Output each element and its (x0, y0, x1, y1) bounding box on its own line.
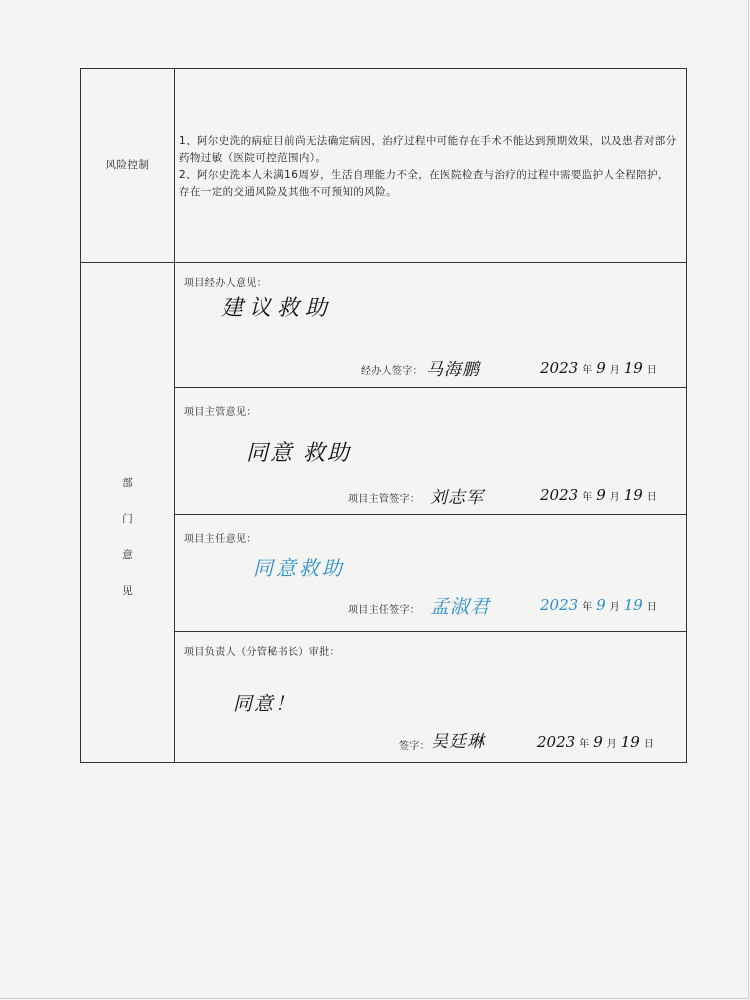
date-year: 2023 (540, 596, 579, 614)
handler-sign-label: 经办人签字： (361, 366, 423, 377)
leader-signature: 吴廷琳 (431, 732, 485, 752)
risk-control-text (179, 133, 679, 201)
date-year-unit: 年 (582, 365, 593, 376)
risk-control-label: 风险控制 (105, 159, 150, 171)
date-month: 9 (593, 733, 603, 751)
dept-label-char: 部 (122, 477, 133, 489)
supervisor-sign-label: 项目主管签字： (348, 494, 421, 505)
date-day-unit: 日 (646, 602, 657, 613)
risk-item-2: 2、阿尔史洗本人未满16周岁，生活自理能力不全，在医院检查与治疗的过程中需要监护人全程陪护，存在一定的交通风险及其他不可预知的风险。 (179, 169, 669, 198)
date-day: 19 (623, 596, 643, 614)
date-month-unit: 月 (606, 739, 617, 750)
leader-approval-handwriting: 同意！ (233, 693, 297, 715)
director-signature: 孟淑君 (430, 596, 491, 618)
date-year-unit: 年 (579, 739, 590, 750)
director-opinion-title: 项目主任意见： (184, 534, 257, 545)
date-day-unit: 日 (646, 492, 657, 503)
date-year: 2023 (540, 486, 579, 504)
handler-sign-date (536, 359, 657, 377)
leader-approval-title: 项目负责人（分管秘书长）审批： (184, 647, 340, 658)
row-divider-risk (81, 262, 686, 263)
supervisor-sign-date (536, 486, 657, 504)
director-sign-label: 项目主任签字： (348, 605, 421, 616)
handler-opinion-handwriting: 建议救助 (221, 296, 334, 321)
date-month: 9 (596, 359, 606, 377)
date-month: 9 (596, 596, 606, 614)
approval-form-table (80, 68, 687, 763)
date-month-unit: 月 (609, 492, 620, 503)
column-divider (174, 69, 175, 762)
date-year: 2023 (537, 733, 576, 751)
date-month: 9 (596, 486, 606, 504)
dept-label-char: 见 (122, 585, 133, 597)
row-divider-3 (174, 631, 686, 632)
director-opinion-handwriting: 同意救助 (253, 556, 345, 580)
row-divider-1 (174, 387, 686, 388)
supervisor-opinion-title: 项目主管意见： (184, 407, 257, 418)
date-year-unit: 年 (582, 492, 593, 503)
leader-sign-date (533, 733, 654, 751)
risk-item-1: 1、阿尔史洗的病症目前尚无法确定病因，治疗过程中可能存在手术不能达到预期效果，以及患者对部分药物过敏（医院可控范围内）。 (179, 135, 677, 164)
handler-opinion-title: 项目经办人意见： (184, 278, 268, 289)
date-day: 19 (620, 733, 640, 751)
dept-label-char: 门 (122, 513, 133, 525)
date-month-unit: 月 (609, 365, 620, 376)
date-day-unit: 日 (646, 365, 657, 376)
supervisor-opinion-handwriting: 同意 救助 (246, 441, 351, 466)
date-day: 19 (623, 486, 643, 504)
date-year-unit: 年 (582, 602, 593, 613)
supervisor-signature: 刘志军 (430, 488, 484, 508)
department-opinion-label (81, 465, 174, 609)
dept-label-char: 意 (122, 549, 133, 561)
date-year: 2023 (540, 359, 579, 377)
handler-signature: 马海鹏 (426, 360, 480, 380)
date-day: 19 (623, 359, 643, 377)
date-month-unit: 月 (609, 602, 620, 613)
director-sign-date (536, 596, 657, 614)
row-divider-2 (174, 514, 686, 515)
leader-sign-label: 签字： (399, 741, 430, 752)
date-day-unit: 日 (643, 739, 654, 750)
